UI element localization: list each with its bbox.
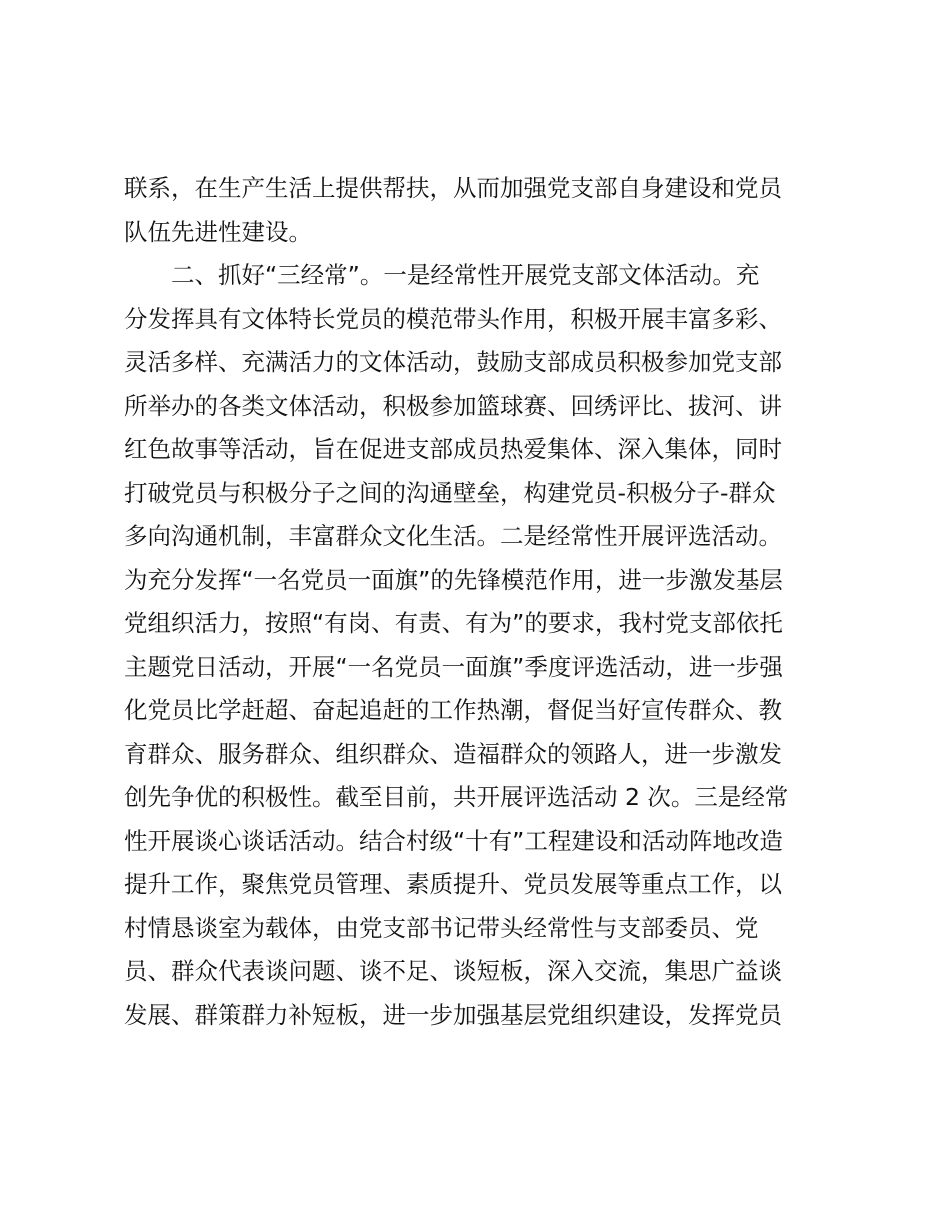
text-line: 提升工作，聚焦党员管理、素质提升、党员发展等重点工作，以 xyxy=(124,870,782,898)
text-line: 村情恳谈室为载体，由党支部书记带头经常性与支部委员、党 xyxy=(124,913,759,942)
text-line: 化党员比学赶超、奋起追赶的工作热潮，督促当好宣传群众、教 xyxy=(124,696,782,724)
text-line: 为充分发挥“一名党员一面旗”的先锋模范作用，进一步激发基层 xyxy=(124,565,783,594)
text-line: 性开展谈心谈话活动。结合村级“十有”工程建设和活动阵地改造 xyxy=(124,826,783,855)
text-line: 育群众、服务群众、组织群众、造福群众的领路人，进一步激发 xyxy=(124,739,782,768)
text-line: 多向沟通机制，丰富群众文化生活。二是经常性开展评选活动。 xyxy=(124,522,782,550)
text-line: 灵活多样、充满活力的文体活动，鼓励支部成员积极参加党支部 xyxy=(124,348,782,376)
text-line: 发展、群策群力补短板，进一步加强基层党组织建设，发挥党员 xyxy=(124,1000,782,1029)
text-line: 二、抓好“三经常”。一是经常性开展党支部文体活动。充 xyxy=(124,261,760,289)
text-line: 联系，在生产生活上提供帮扶，从而加强党支部自身建设和党员 xyxy=(124,174,782,202)
text-line: 分发挥具有文体特长党员的模范带头作用，积极开展丰富多彩、 xyxy=(124,304,782,333)
text-line: 员、群众代表谈问题、谈不足、谈短板，深入交流，集思广益谈 xyxy=(124,957,782,985)
text-line: 队伍先进性建设。 xyxy=(124,217,312,246)
text-line: 党组织活力，按照“有岗、有责、有为”的要求，我村党支部依托 xyxy=(124,609,783,637)
text-line: 主题党日活动，开展“一名党员一面旗”季度评选活动，进一步强 xyxy=(124,652,783,681)
text-line: 所举办的各类文体活动，积极参加篮球赛、回绣评比、拔河、讲 xyxy=(124,391,782,420)
text-line: 红色故事等活动，旨在促进支部成员热爱集体、深入集体，同时 xyxy=(124,435,782,463)
text-line: 打破党员与积极分子之间的沟通壁垒，构建党员-积极分子-群众 xyxy=(124,478,776,507)
body-text xyxy=(124,167,824,1037)
text-line: 创先争优的积极性。截至目前，共开展评选活动 2 次。三是经常 xyxy=(124,783,789,811)
